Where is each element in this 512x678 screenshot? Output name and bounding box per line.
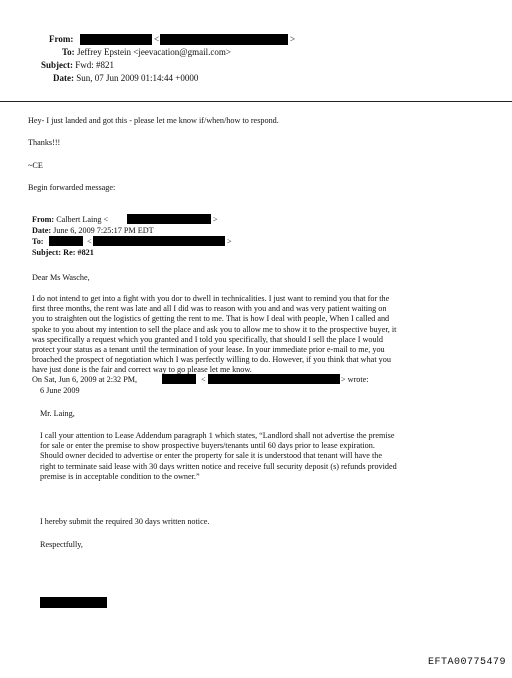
fwd-paragraph-line: first three months, the rent was late and all I did was to reason with you and and was very patient waiting on [32, 304, 387, 314]
fwd-from-gt: > [213, 215, 218, 224]
quoted-paragraph [40, 431, 397, 482]
fwd-to-lt: < [87, 237, 92, 246]
quoted-paragraph-line: right to terminate said lease with 30 days written notice and receive full security deposit (s) refunds provided [40, 461, 397, 471]
fwd-paragraph-line: protect your status as a tenant until the termination of your lease. In your immediate prior e-mail to me, you [32, 345, 385, 355]
document-id: EFTA00775479 [427, 657, 506, 668]
fwd-to-gt: > [227, 237, 232, 246]
fwd-subject-value: Re: #821 [63, 248, 94, 257]
date-label: Date: [53, 73, 74, 83]
fwd-paragraph-line: spoke to you about my intention to sell the place and ask you to allow me to show it to the prospective buyer, it [32, 324, 397, 334]
quoted-paragraph-line: I call your attention to Lease Addendum paragraph 1 which states, “Landlord shall not advertise the premise [40, 431, 395, 440]
quoted-date: 6 June 2009 [40, 386, 80, 395]
fwd-subject-line [32, 248, 94, 258]
fwd-paragraph-line: was specifically a request which you granted and I told you specifically, that should I sell the place I would [32, 334, 383, 344]
quoted-paragraph-line: Should owner decided to advertise or enter the property for sale it is understood that tenant will have the [40, 451, 382, 461]
message-signature: ~CE [28, 161, 43, 170]
on-sat-lt: < [201, 375, 206, 384]
subject-value: Fwd: #821 [75, 60, 115, 70]
fwd-paragraph-line: broached the prospect of negotiation which I was perfectly willing to do. However, if you think that what you [32, 355, 391, 365]
redaction-block [93, 236, 225, 246]
redaction-block [162, 374, 196, 384]
quoted-notice: I hereby submit the required 30 days written notice. [40, 517, 210, 526]
fwd-paragraph-line: have just done is the fair and correct way to go please let me know. [32, 365, 252, 375]
subject-label: Subject: [41, 60, 73, 70]
quoted-paragraph-line: premise is in acceptable condition to the owner.” [40, 471, 200, 481]
fwd-to-label: To: [32, 237, 44, 246]
redaction-block [49, 236, 83, 246]
from-lt: < [154, 34, 160, 44]
fwd-from-label: From: [32, 215, 55, 224]
fwd-subject-label: Subject: [32, 248, 62, 257]
fwd-date-label: Date: [32, 226, 52, 235]
from-gt: > [290, 34, 296, 44]
redaction-block [160, 34, 288, 45]
date-line [53, 73, 198, 84]
fwd-paragraph-line: you to straighten out the logistics of getting the rent to me. That is how I deal with people, When I called and [32, 314, 390, 324]
to-value: Jeffrey Epstein <jeevacation@gmail.com> [76, 47, 231, 57]
date-value: Sun, 07 Jun 2009 01:14:44 +0000 [76, 73, 199, 83]
fwd-date-line [32, 226, 154, 236]
message-line: Hey- I just landed and got this - please let me know if/when/how to respond. [28, 116, 279, 125]
forward-intro: Begin forwarded message: [28, 183, 116, 192]
on-sat-line: On Sat, Jun 6, 2009 at 2:32 PM, [32, 375, 138, 384]
message-thanks: Thanks!!! [28, 138, 61, 147]
from-label: From: [49, 34, 74, 44]
wrote-label: > wrote: [341, 375, 369, 384]
fwd-paragraph-line: I do not intend to get into a fight with you dor to dwell in technicalities. I just want to remind you that for the [32, 294, 390, 303]
fwd-salutation: Dear Ms Wasche, [32, 273, 90, 282]
quoted-paragraph-line: for sale or enter the premise to show prospective buyers/tenants until 60 days prior to lease expiration. [40, 441, 375, 451]
redaction-block [40, 597, 107, 608]
fwd-paragraph [32, 294, 396, 376]
redaction-block [208, 374, 340, 384]
header-divider [0, 101, 512, 102]
redaction-block [80, 34, 152, 45]
to-label: To: [62, 47, 75, 57]
subject-line [41, 60, 114, 71]
redaction-block [127, 214, 211, 224]
to-line [62, 47, 231, 58]
fwd-from-line [32, 215, 108, 225]
fwd-date-value: June 6, 2009 7:25:17 PM EDT [53, 226, 154, 235]
quoted-salutation: Mr. Laing, [40, 409, 75, 418]
quoted-closing: Respectfully, [40, 540, 83, 549]
fwd-from-value: Calbert Laing < [56, 215, 109, 224]
